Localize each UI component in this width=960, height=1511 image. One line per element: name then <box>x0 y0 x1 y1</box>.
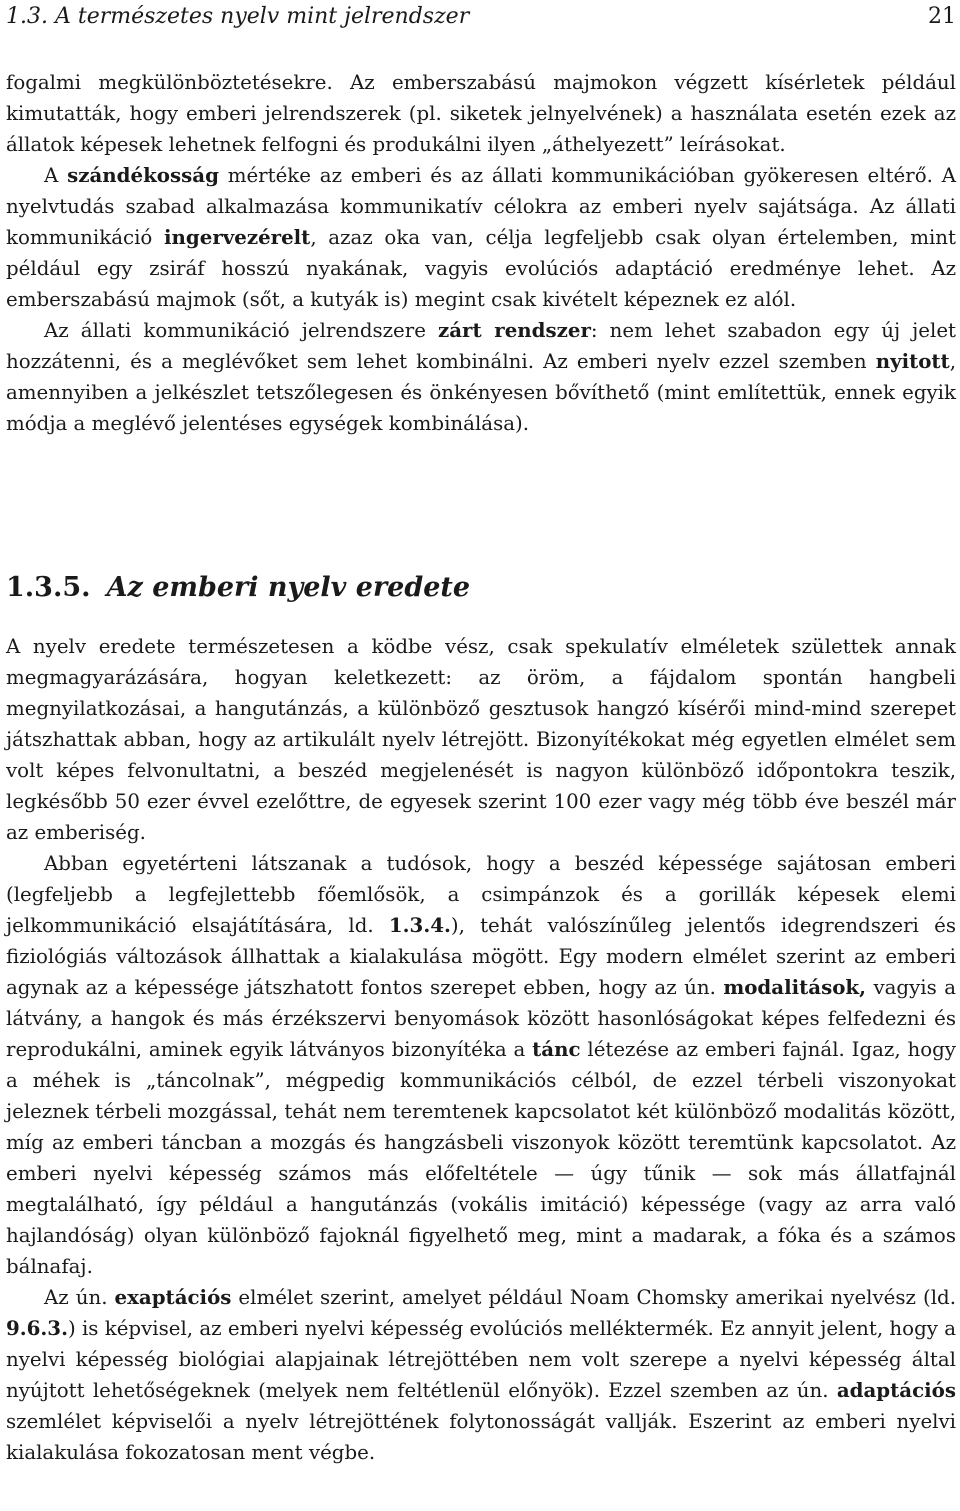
paragraph: Abban egyetérteni látszanak a tudósok, hogy a beszéd képessége sajátosan emberi (legfeljebb a legfejlettebb főemlősök, a csimpánzok és a gorillák képesek elemi jelkommunikáció elsajátítására, ld. 1.3.4.), tehát valószínűleg jelentős idegrendszeri és fiziológiás változások állhattak a kialakulása mögött. Egy modern elmélet szerint az emberi agynak az a képessége játszhatott fontos szerepet ebben, hogy az ún. modalitások, vagyis a látvány, a hangok és más érzékszervi benyomások között hasonlóságokat képes felfedezni és reprodukálni, aminek egyik látványos bizonyítéka a tánc létezése az emberi fajnál. Igaz, hogy a méhek is „táncolnak”, mégpedig kommunikációs célból, de ezzel térbeli viszonyokat jeleznek térbeli mozgással, tehát nem teremtenek kapcsolatot két különböző modalitás között, míg az emberi táncban a mozgás és hangzásbeli viszonyok között teremtünk kapcsolatot. Az emberi nyelvi képesség számos más előfeltétele — úgy tűnik — sok más állatfajnál megtalálható, így például a hangutánzás (vokális imitáció) képessége (vagy az arra való hajlandóság) olyan különböző fajoknál figyelhető meg, mint a madarak, a fóka és a számos bálnafaj. <box>6 852 956 1278</box>
section-heading <box>6 568 956 608</box>
bold-term: 1.3.4. <box>388 913 451 937</box>
bold-term: tánc <box>532 1037 581 1061</box>
bold-term: modalitások, <box>723 975 866 999</box>
running-head-title: 1.3. A természetes nyelv mint jelrendszer <box>6 4 470 29</box>
bold-term: adaptációs <box>836 1378 956 1402</box>
bold-term: zárt rendszer <box>438 318 591 342</box>
bold-term: ingervezérelt <box>164 225 311 249</box>
paragraph: Az állati kommunikáció jelrendszere zárt rendszer: nem lehet szabadon egy új jelet hozzátenni, és a meglévőket sem lehet kombinálni. Az emberi nyelv ezzel szemben nyitott, amennyiben a jelkészlet tetszőlegesen és önkényesen bővíthető (mint említettük, ennek egyik módja a meglévő jelentéses egységek kombinálása). <box>6 318 956 435</box>
paragraph: A szándékosság mértéke az emberi és az állati kommunikációban gyökeresen eltérő. A nyelvtudás szabad alkalmazása kommunikatív célokra az emberi nyelv sajátsága. Az állati kommunikáció ingervezérelt, azaz oka van, célja legfeljebb csak olyan értelemben, mint például egy zsiráf hosszú nyakának, vagyis evolúciós adaptáció eredménye lehet. Az emberszabású majmok (sőt, a kutyák is) megint csak kivételt képeznek ez alól. <box>6 163 956 311</box>
body-text-bottom <box>6 631 956 1468</box>
bold-term: exaptációs <box>114 1285 232 1309</box>
paragraph: Az ún. exaptációs elmélet szerint, amelyet például Noam Chomsky amerikai nyelvész (ld. 9.6.3.) is képvisel, az emberi nyelvi képesség evolúciós melléktermék. Ez annyit jelent, hogy a nyelvi képesség biológiai alapjainak létrejöttében nem volt szerepe a nyelvi képesség által nyújtott lehetőségeknek (melyek nem feltétlenül előnyök). Ezzel szemben az ún. adaptációs szemlélet képviselői a nyelv létrejöttének folytonosságát vallják. Eszerint az emberi nyelvi kialakulása fokozatosan ment végbe. <box>6 1285 956 1464</box>
paragraph: A nyelv eredete természetesen a ködbe vész, csak spekulatív elméletek születtek annak megmagyarázására, hogyan keletkezett: az öröm, a fájdalom spontán hangbeli megnyilatkozásai, a hangutánzás, a különböző gesztusok hangzó kísérői mind-mind szerepet játszhattak abban, hogy az artikulált nyelv létrejött. Bizonyítékokat még egyetlen elmélet sem volt képes felvonultatni, a beszéd megjelenését is nagyon különböző időpontokra teszik, legkésőbb 50 ezer évvel ezelőttre, de egyesek szerint 100 ezer vagy még több éve beszél már az emberiség. <box>6 635 956 844</box>
paragraph: fogalmi megkülönböztetésekre. Az emberszabású majmokon végzett kísérletek például kimutatták, hogy emberi jelrendszerek (pl. siketek jelnyelvének) a használata esetén ezek az állatok képesek lehetnek felfogni és produkálni ilyen „áthelyezett” leírásokat. <box>6 71 956 156</box>
body-text-top <box>6 67 956 439</box>
bold-term: nyitott <box>875 349 950 373</box>
section-number: 1.3.5. <box>6 572 91 603</box>
bold-term: 9.6.3. <box>6 1316 68 1340</box>
section-title: Az emberi nyelv eredete <box>106 572 471 603</box>
running-head <box>6 2 956 32</box>
page-number: 21 <box>928 4 956 29</box>
bold-term: szándékosság <box>67 163 219 187</box>
